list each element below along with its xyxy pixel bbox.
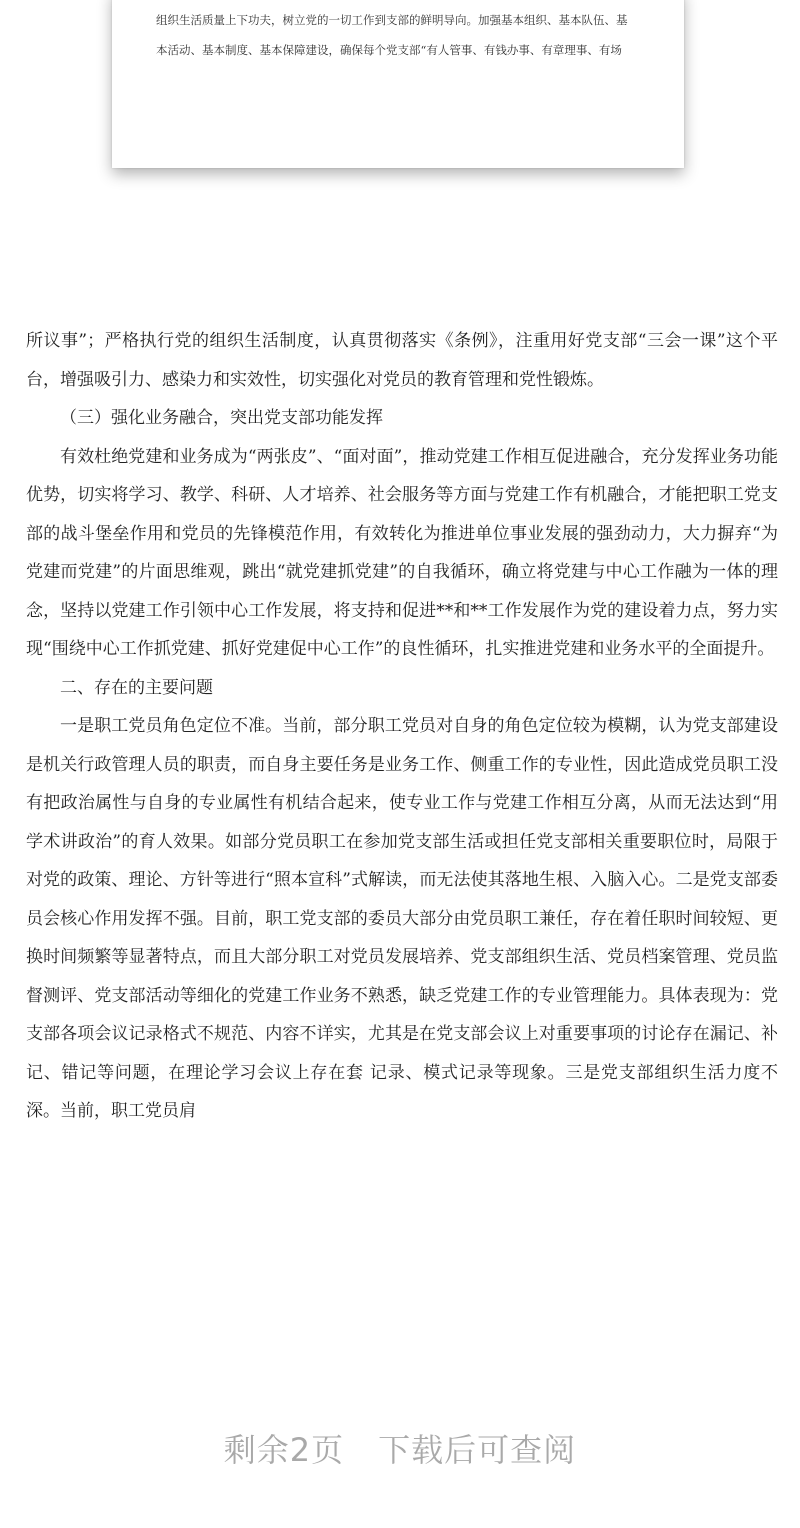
- preview-line-1: 组织生活质量上下功夫，树立党的一切工作到支部的鲜明导向。加强基本组织、基本队伍、基: [156, 13, 628, 27]
- page-preview-card: [112, 0, 684, 168]
- preview-line-2: 本活动、基本制度、基本保障建设，确保每个党支部“有人管事、有钱办事、有章理事、有场: [156, 43, 622, 57]
- download-prompt[interactable]: [0, 1425, 800, 1471]
- remaining-pages-label: 剩余2页: [223, 1431, 345, 1469]
- document-body: [26, 322, 778, 1131]
- paragraph-1: 所议事”；严格执行党的组织生活制度，认真贯彻落实《条例》，注重用好党支部“三会一课”这个平台，增强吸引力、感染力和实效性，切实强化对党员的教育管理和党性锻炼。: [26, 331, 778, 390]
- section-heading-problems: 二、存在的主要问题: [60, 677, 213, 698]
- section-heading-3: （三）强化业务融合，突出党支部功能发挥: [60, 408, 383, 428]
- paragraph-2: 有效杜绝党建和业务成为“两张皮”、“面对面”，推动党建工作相互促进融合，充分发挥业务功能优势，切实将学习、教学、科研、人才培养、社会服务等方面与党建工作有机融合，才能把职工党支部的战斗堡垒作用和党员的先锋模范作用，有效转化为推进单位事业发展的强劲动力，大力摒弃“为党建而党建”的片面思维观，跳出“就党建抓党建”的自我循环，确立将党建与中心工作融为一体的理念，坚持以党建工作引领中心工作发展，将支持和促进**和**工作发展作为党的建设着力点，努力实现“围绕中心工作抓党建、抓好党建促中心工作”的良性循环，扎实推进党建和业务水平的全面提升。: [26, 446, 778, 659]
- paragraph-3: 一是职工党员角色定位不准。当前，部分职工党员对自身的角色定位较为模糊，认为党支部建设是机关行政管理人员的职责，而自身主要任务是业务工作、侧重工作的专业性，因此造成党员职工没有把政治属性与自身的专业属性有机结合起来，使专业工作与党建工作相互分离，从而无法达到“用学术讲政治”的育人效果。如部分党员职工在参加党支部生活或担任党支部相关重要职位时，局限于对党的政策、理论、方针等进行“照本宣科”式解读，而无法使其落地生根、入脑入心。二是党支部委员会核心作用发挥不强。目前，职工党支部的委员大部分由党员职工兼任，存在着任职时间较短、更换时间频繁等显著特点，而且大部分职工对党员发展培养、党支部组织生活、党员档案管理、党员监督测评、党支部活动等细化的党建工作业务不熟悉，缺乏党建工作的专业管理能力。具体表现为：党支部各项会议记录格式不规范、内容不详实，尤其是在党支部会议上对重要事项的讨论存在漏记、补记、错记等问题，在理论学习会议上存在套 记录、模式记录等现象。三是党支部组织生活力度不深。当前，职工党员肩: [26, 716, 778, 1121]
- download-to-view-label: 下载后可查阅: [378, 1431, 577, 1469]
